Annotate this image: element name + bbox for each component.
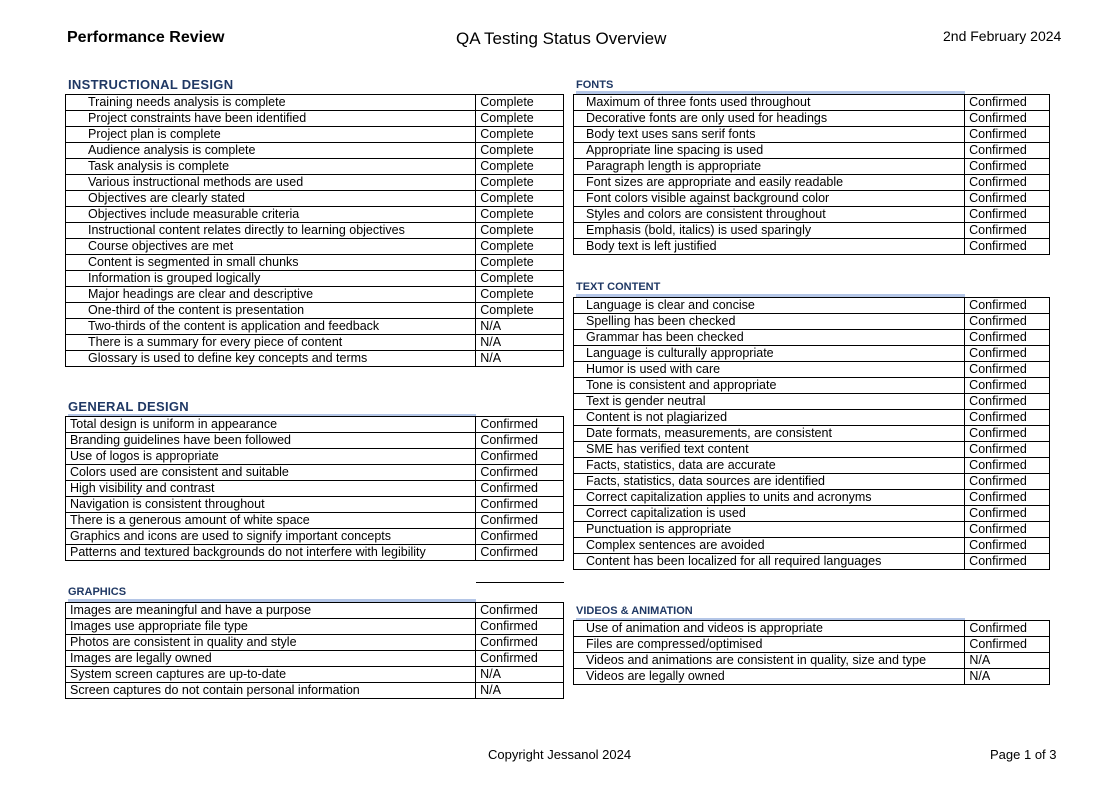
checklist-item: Screen captures do not contain personal information — [66, 683, 476, 699]
status-cell: Confirmed — [476, 651, 564, 667]
table-row — [66, 191, 564, 207]
status-cell: Confirmed — [476, 603, 564, 619]
status-cell: Confirmed — [965, 378, 1050, 394]
table-row — [66, 335, 564, 351]
copyright: Copyright Jessanol 2024 — [488, 747, 632, 762]
table-row — [66, 319, 564, 335]
checklist-item: Date formats, measurements, are consistent — [574, 426, 965, 442]
status-cell: Confirmed — [965, 522, 1050, 538]
checklist-item: Objectives are clearly stated — [66, 191, 476, 207]
table-row — [574, 554, 1050, 570]
checklist-item: Task analysis is complete — [66, 159, 476, 175]
status-cell: Confirmed — [476, 619, 564, 635]
status-cell: Confirmed — [476, 529, 564, 545]
status-cell: Complete — [476, 191, 564, 207]
table-row — [66, 449, 564, 465]
table-row — [574, 621, 1050, 637]
status-cell: Complete — [476, 287, 564, 303]
table-row — [574, 159, 1050, 175]
page-number: Page 1 of 3 — [990, 747, 1057, 762]
checklist-item: Two-thirds of the content is application and feedback — [66, 319, 476, 335]
checklist-item: Project constraints have been identified — [66, 111, 476, 127]
status-cell: Confirmed — [965, 554, 1050, 570]
table-row — [574, 127, 1050, 143]
table-row — [66, 303, 564, 319]
status-cell: Confirmed — [965, 191, 1050, 207]
checklist-item: System screen captures are up-to-date — [66, 667, 476, 683]
status-cell: Confirmed — [965, 426, 1050, 442]
checklist-item: Paragraph length is appropriate — [574, 159, 965, 175]
table-row — [66, 683, 564, 699]
table-row — [574, 143, 1050, 159]
table-row — [66, 497, 564, 513]
status-cell: Complete — [476, 159, 564, 175]
table-row — [66, 481, 564, 497]
table-row — [66, 667, 564, 683]
table-row — [66, 207, 564, 223]
videos-animation-table — [573, 620, 1050, 685]
checklist-item: SME has verified text content — [574, 442, 965, 458]
table-row — [66, 513, 564, 529]
checklist-item: Colors used are consistent and suitable — [66, 465, 476, 481]
checklist-item: There is a generous amount of white space — [66, 513, 476, 529]
checklist-item: Use of animation and videos is appropriate — [574, 621, 965, 637]
status-cell: Confirmed — [965, 95, 1050, 111]
checklist-item: Facts, statistics, data sources are identified — [574, 474, 965, 490]
checklist-item: Videos are legally owned — [574, 669, 965, 685]
general-design-table — [65, 416, 564, 561]
checklist-item: Glossary is used to define key concepts and terms — [66, 351, 476, 367]
table-row — [574, 175, 1050, 191]
checklist-item: Navigation is consistent throughout — [66, 497, 476, 513]
status-cell: Confirmed — [965, 621, 1050, 637]
status-cell: Confirmed — [476, 449, 564, 465]
checklist-item: Graphics and icons are used to signify important concepts — [66, 529, 476, 545]
table-row — [574, 490, 1050, 506]
table-row — [574, 378, 1050, 394]
checklist-item: Instructional content relates directly to learning objectives — [66, 223, 476, 239]
status-cell: Confirmed — [965, 239, 1050, 255]
status-cell: Confirmed — [965, 506, 1050, 522]
table-row — [66, 417, 564, 433]
table-row — [66, 287, 564, 303]
checklist-item: Major headings are clear and descriptive — [66, 287, 476, 303]
status-cell: Confirmed — [965, 346, 1050, 362]
status-cell: Confirmed — [476, 545, 564, 561]
table-row — [66, 111, 564, 127]
status-cell: Confirmed — [965, 223, 1050, 239]
checklist-item: Body text is left justified — [574, 239, 965, 255]
divider — [476, 582, 564, 583]
table-row — [66, 95, 564, 111]
instructional-design-title: INSTRUCTIONAL DESIGN — [68, 77, 234, 92]
checklist-item: Patterns and textured backgrounds do not interfere with legibility — [66, 545, 476, 561]
instructional-design-table — [65, 94, 564, 367]
table-row — [66, 619, 564, 635]
checklist-item: Photos are consistent in quality and style — [66, 635, 476, 651]
table-row — [574, 474, 1050, 490]
status-cell: Confirmed — [965, 458, 1050, 474]
checklist-item: Facts, statistics, data are accurate — [574, 458, 965, 474]
table-row — [574, 314, 1050, 330]
graphics-table — [65, 602, 564, 699]
checklist-item: Maximum of three fonts used throughout — [574, 95, 965, 111]
status-cell: Confirmed — [965, 314, 1050, 330]
status-cell: Confirmed — [965, 111, 1050, 127]
table-row — [574, 653, 1050, 669]
checklist-item: Appropriate line spacing is used — [574, 143, 965, 159]
table-row — [66, 635, 564, 651]
checklist-item: Decorative fonts are only used for headings — [574, 111, 965, 127]
checklist-item: Project plan is complete — [66, 127, 476, 143]
table-row — [574, 637, 1050, 653]
table-row — [66, 239, 564, 255]
status-cell: N/A — [476, 683, 564, 699]
checklist-item: There is a summary for every piece of content — [66, 335, 476, 351]
checklist-item: Tone is consistent and appropriate — [574, 378, 965, 394]
checklist-item: Styles and colors are consistent throughout — [574, 207, 965, 223]
status-cell: Confirmed — [476, 417, 564, 433]
report-title: Performance Review — [67, 29, 225, 46]
table-row — [574, 223, 1050, 239]
fonts-table — [573, 94, 1050, 255]
table-row — [66, 465, 564, 481]
status-cell: Confirmed — [476, 497, 564, 513]
table-row — [574, 330, 1050, 346]
status-cell: Complete — [476, 239, 564, 255]
status-cell: Confirmed — [965, 175, 1050, 191]
status-cell: Complete — [476, 207, 564, 223]
table-row — [66, 603, 564, 619]
table-row — [574, 538, 1050, 554]
table-row — [66, 175, 564, 191]
status-cell: Confirmed — [965, 410, 1050, 426]
status-cell: N/A — [476, 667, 564, 683]
status-cell: Confirmed — [965, 490, 1050, 506]
checklist-item: Punctuation is appropriate — [574, 522, 965, 538]
table-row — [574, 426, 1050, 442]
table-row — [574, 442, 1050, 458]
table-row — [574, 669, 1050, 685]
checklist-item: Content is not plagiarized — [574, 410, 965, 426]
checklist-item: Course objectives are met — [66, 239, 476, 255]
status-cell: Complete — [476, 303, 564, 319]
checklist-item: Objectives include measurable criteria — [66, 207, 476, 223]
status-cell: N/A — [965, 669, 1050, 685]
status-cell: Complete — [476, 95, 564, 111]
status-cell: Confirmed — [965, 474, 1050, 490]
status-cell: Complete — [476, 223, 564, 239]
table-row — [574, 207, 1050, 223]
status-cell: Confirmed — [476, 465, 564, 481]
checklist-item: Branding guidelines have been followed — [66, 433, 476, 449]
status-cell: Complete — [476, 111, 564, 127]
checklist-item: Font sizes are appropriate and easily readable — [574, 175, 965, 191]
table-row — [66, 651, 564, 667]
table-row — [574, 191, 1050, 207]
table-row — [66, 545, 564, 561]
table-row — [574, 362, 1050, 378]
graphics-title: GRAPHICS — [68, 586, 127, 598]
report-date: 2nd February 2024 — [943, 28, 1062, 44]
checklist-item: Images are legally owned — [66, 651, 476, 667]
checklist-item: Information is grouped logically — [66, 271, 476, 287]
checklist-item: Videos and animations are consistent in quality, size and type — [574, 653, 965, 669]
table-row — [66, 529, 564, 545]
table-row — [66, 255, 564, 271]
status-cell: Confirmed — [476, 513, 564, 529]
status-cell: Complete — [476, 127, 564, 143]
checklist-item: Content is segmented in small chunks — [66, 255, 476, 271]
status-cell: Confirmed — [476, 433, 564, 449]
status-cell: N/A — [476, 351, 564, 367]
status-cell: Confirmed — [965, 127, 1050, 143]
checklist-item: Text is gender neutral — [574, 394, 965, 410]
status-cell: Confirmed — [965, 298, 1050, 314]
text-content-title: TEXT CONTENT — [576, 281, 661, 293]
checklist-item: Font colors visible against background color — [574, 191, 965, 207]
text-content-table — [573, 297, 1050, 570]
status-cell: N/A — [965, 653, 1050, 669]
videos-animation-title: VIDEOS & ANIMATION — [576, 605, 693, 617]
checklist-item: Total design is uniform in appearance — [66, 417, 476, 433]
status-cell: Confirmed — [965, 362, 1050, 378]
status-cell: Confirmed — [965, 207, 1050, 223]
status-cell: N/A — [476, 335, 564, 351]
table-row — [574, 506, 1050, 522]
status-cell: Confirmed — [965, 442, 1050, 458]
table-row — [66, 223, 564, 239]
fonts-title: FONTS — [576, 79, 614, 91]
table-row — [574, 458, 1050, 474]
table-row — [66, 143, 564, 159]
checklist-item: One-third of the content is presentation — [66, 303, 476, 319]
table-row — [574, 95, 1050, 111]
checklist-item: Files are compressed/optimised — [574, 637, 965, 653]
status-cell: Complete — [476, 175, 564, 191]
status-cell: Complete — [476, 255, 564, 271]
checklist-item: Complex sentences are avoided — [574, 538, 965, 554]
table-row — [574, 111, 1050, 127]
table-row — [66, 159, 564, 175]
table-row — [66, 433, 564, 449]
checklist-item: Audience analysis is complete — [66, 143, 476, 159]
status-cell: Confirmed — [476, 481, 564, 497]
checklist-item: Language is clear and concise — [574, 298, 965, 314]
checklist-item: Various instructional methods are used — [66, 175, 476, 191]
table-row — [574, 346, 1050, 362]
checklist-item: Correct capitalization is used — [574, 506, 965, 522]
status-cell: Confirmed — [965, 538, 1050, 554]
checklist-item: Training needs analysis is complete — [66, 95, 476, 111]
checklist-item: Humor is used with care — [574, 362, 965, 378]
status-cell: Confirmed — [965, 637, 1050, 653]
status-cell: Confirmed — [965, 143, 1050, 159]
status-cell: Confirmed — [476, 635, 564, 651]
checklist-item: Correct capitalization applies to units and acronyms — [574, 490, 965, 506]
table-row — [574, 298, 1050, 314]
table-row — [574, 394, 1050, 410]
table-row — [66, 271, 564, 287]
checklist-item: Emphasis (bold, italics) is used sparingly — [574, 223, 965, 239]
table-row — [66, 127, 564, 143]
status-cell: Confirmed — [965, 159, 1050, 175]
table-row — [574, 522, 1050, 538]
status-cell: Confirmed — [965, 394, 1050, 410]
status-cell: Complete — [476, 143, 564, 159]
status-cell: Confirmed — [965, 330, 1050, 346]
checklist-item: Content has been localized for all required languages — [574, 554, 965, 570]
status-cell: N/A — [476, 319, 564, 335]
checklist-item: Spelling has been checked — [574, 314, 965, 330]
checklist-item: Images are meaningful and have a purpose — [66, 603, 476, 619]
table-row — [574, 410, 1050, 426]
status-cell: Complete — [476, 271, 564, 287]
table-row — [574, 239, 1050, 255]
checklist-item: Use of logos is appropriate — [66, 449, 476, 465]
checklist-item: Grammar has been checked — [574, 330, 965, 346]
table-row — [66, 351, 564, 367]
page-title: QA Testing Status Overview — [456, 29, 667, 48]
checklist-item: High visibility and contrast — [66, 481, 476, 497]
checklist-item: Body text uses sans serif fonts — [574, 127, 965, 143]
checklist-item: Language is culturally appropriate — [574, 346, 965, 362]
checklist-item: Images use appropriate file type — [66, 619, 476, 635]
general-design-title: GENERAL DESIGN — [68, 399, 476, 417]
